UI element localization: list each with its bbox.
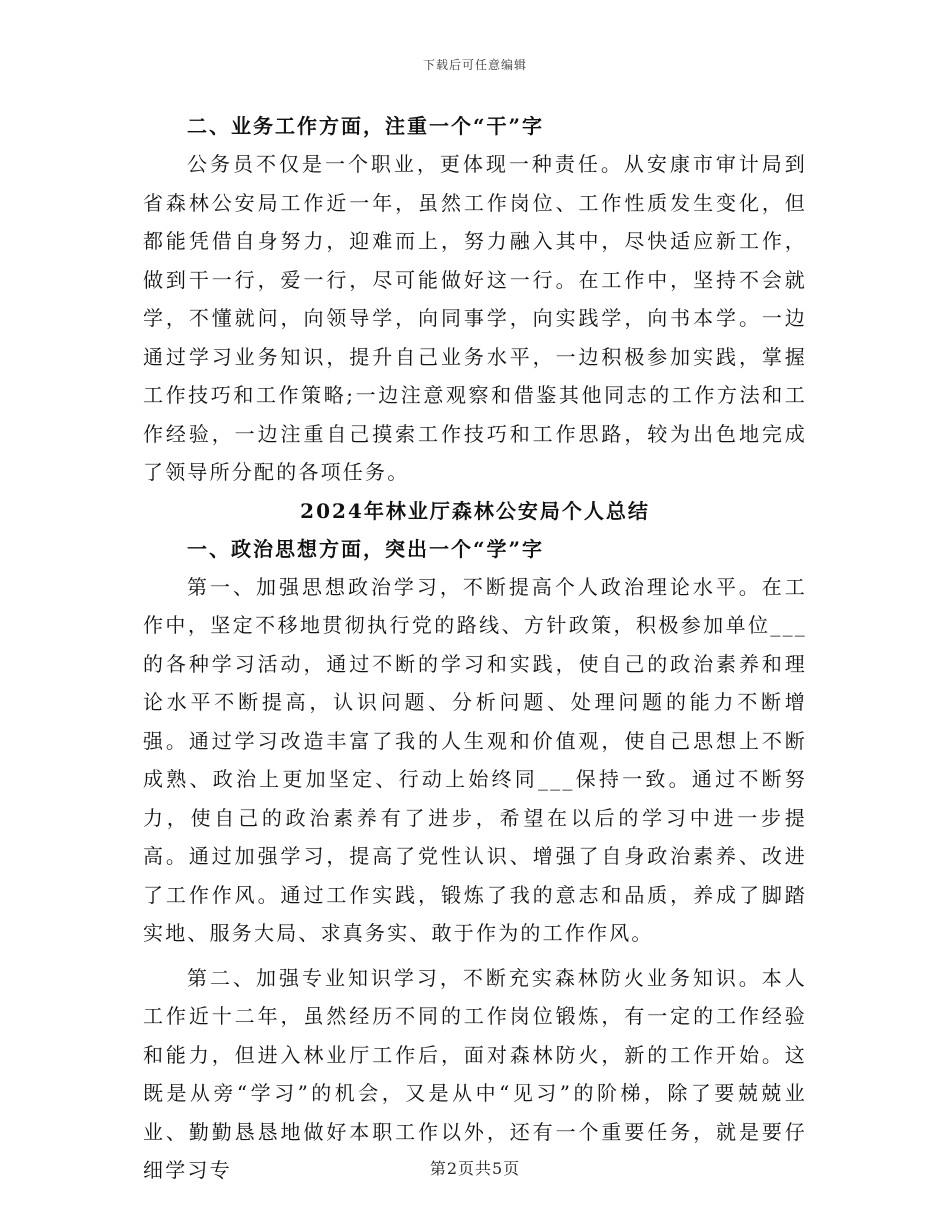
page-indicator: 第2页共5页 xyxy=(429,1159,521,1178)
section-one-heading: 一、政治思想方面，突出一个“学”字 xyxy=(187,536,545,561)
section-two-heading: 二、业务工作方面，注重一个“干”字 xyxy=(187,114,545,138)
document-body xyxy=(143,107,807,1190)
document-title: 2024年林业厅森林公安局个人总结 xyxy=(300,498,650,523)
section-one-paragraph-2: 第二、加强专业知识学习，不断充实森林防火业务知识。本人工作近十二年，虽然经历不同的工作岗位锻炼，有一定的工作经验和能力，但进入林业厅工作后，面对森林防火，新的工作开始。这既是从旁“学习”的机会，又是从中“见习”的阶梯，除了要兢兢业业、勤勤恳恳地做好本职工作以外，还有一个重要任务，就是要仔细学习专 xyxy=(143,965,807,1182)
section-two-paragraph: 公务员不仅是一个职业，更体现一种责任。从安康市审计局到省森林公安局工作近一年，虽然工作岗位、工作性质发生变化，但都能凭借自身努力，迎难而上，努力融入其中，尽快适应新工作，做到干一行，爱一行，尽可能做好这一行。在工作中，坚持不会就学，不懂就问，向领导学，向同事学，向实践学，向书本学。一边通过学习业务知识，提升自己业务水平，一边积极参加实践，掌握工作技巧和工作策略;一边注意观察和借鉴其他同志的工作方法和工作经验，一边注重自己摸索工作技巧和工作思路，较为出色地完成了领导所分配的各项任务。 xyxy=(143,152,807,484)
header-editable-note: 下载后可任意编辑 xyxy=(422,58,527,72)
section-one-paragraph-1: 第一、加强思想政治学习，不断提高个人政治理论水平。在工作中，坚定不移地贯彻执行党的路线、方针政策，积极参加单位___的各种学习活动，通过不断的学习和实践，使自己的政治素养和理论水平不断提高，认识问题、分析问题、处理问题的能力不断增强。通过学习改造丰富了我的人生观和价值观，使自己思想上不断成熟、政治上更加坚定、行动上始终同___保持一致。通过不断努力，使自己的政治素养有了进步，希望在以后的学习中进一步提高。通过加强学习，提高了党性认识、增强了自身政治素养、改进了工作作风。通过工作实践，锻炼了我的意志和品质，养成了脚踏实地、服务大局、求真务实、敢于作为的工作作风。 xyxy=(143,574,807,945)
